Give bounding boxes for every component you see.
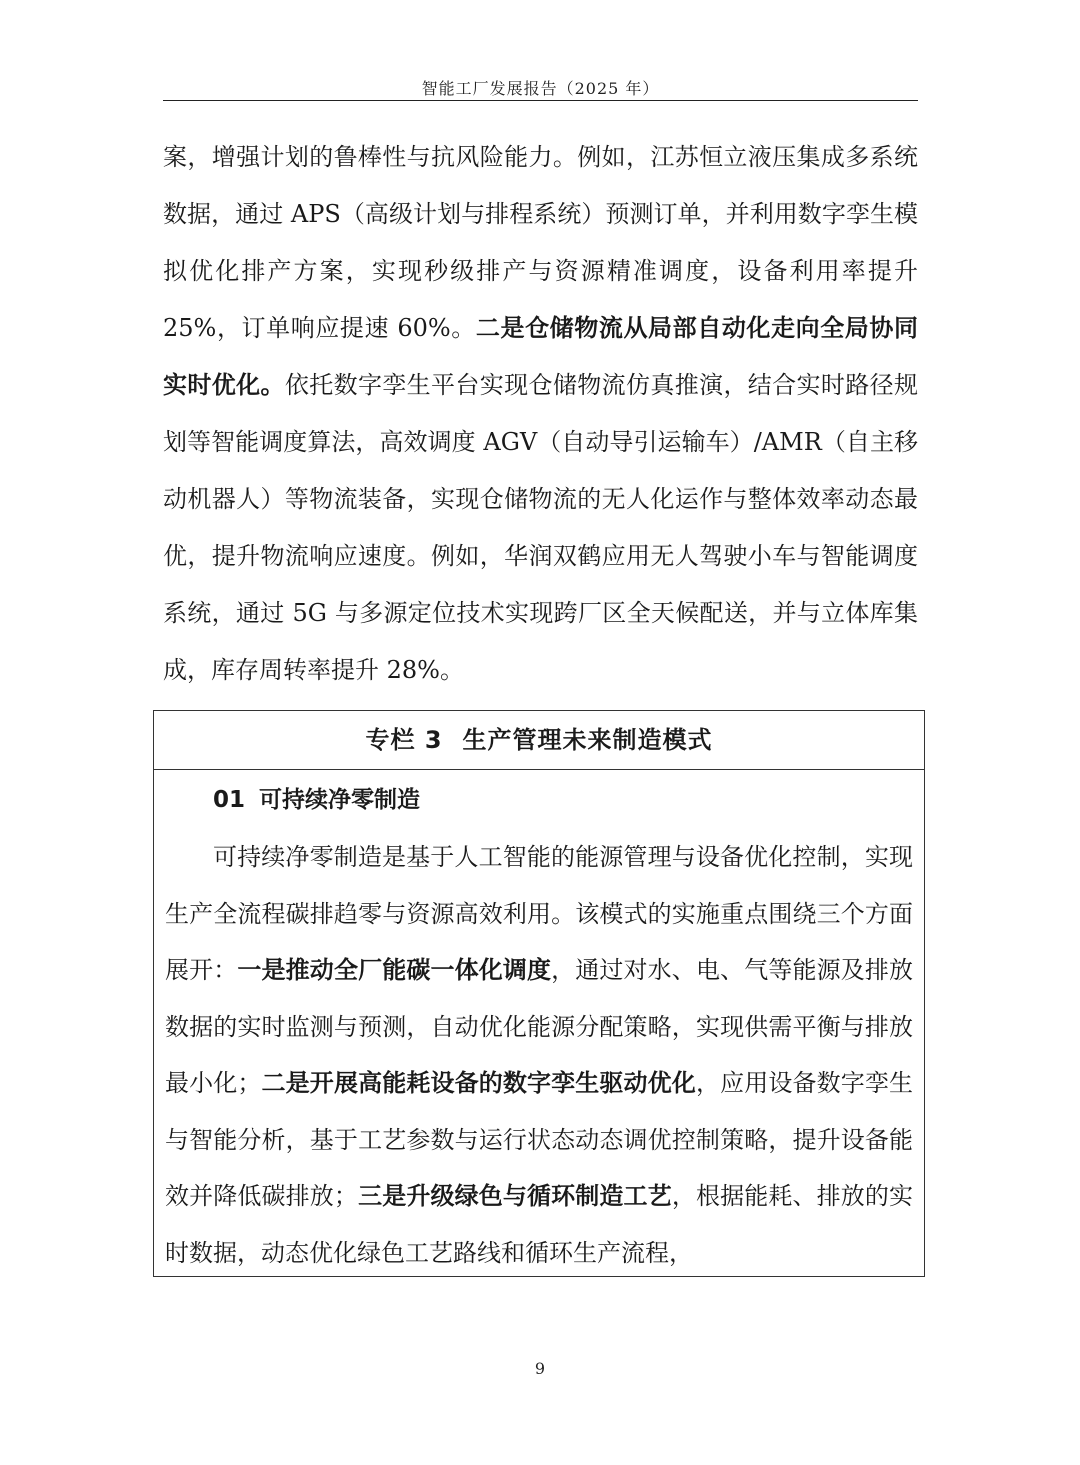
box-text-segment: ，通过对水、电、气等能源及排放数据的实时监测与预测，自动优化能源分配策略，实现供需平衡与排放最小化； — [165, 956, 914, 1097]
box-title-label: 专栏 3 — [365, 726, 443, 754]
box-subheading — [154, 784, 924, 816]
body-paragraph — [163, 129, 918, 699]
box-paragraph — [154, 829, 924, 1281]
running-header: 智能工厂发展报告（2025 年） — [421, 79, 660, 98]
page-number: 9 — [534, 1359, 546, 1378]
box-subheading-text: 可持续净零制造 — [259, 787, 421, 813]
body-text-segment: 依托数字孪生平台实现仓储物流仿真推演，结合实时路径规划等智能调度算法，高效调度 AGV（自动导引运输车）/AMR（自主移动机器人）等物流装备，实现仓储物流的无人化运作与整体效率动态最优，提升物流响应速度。例如，华润双鹤应用无人驾驶小车与智能调度系统，通过 5G 与多源定位技术实现跨厂区全天候配送，并与立体库集成，库存周转率提升 28%。 — [163, 371, 919, 684]
box-bold-segment: 一是推动全厂能碳一体化调度 — [237, 956, 552, 984]
sidebar-box — [153, 710, 925, 1277]
box-text-segment: 可持续净零制造是基于人工智能的能源管理与设备优化控制，实现生产全流程碳排趋零与资源高效利用。该模式的实施重点围绕三个方面展开： — [165, 843, 913, 984]
box-bold-segment: 三是升级绿色与循环制造工艺 — [357, 1182, 672, 1210]
box-bold-segment: 二是开展高能耗设备的数字孪生驱动优化 — [261, 1069, 696, 1097]
body-text-segment: 案，增强计划的鲁棒性与抗风险能力。例如，江苏恒立液压集成多系统数据，通过 APS（高级计划与排程系统）预测订单，并利用数字孪生模拟优化排产方案，实现秒级排产与资源精准调度，设备利用率提升 25%，订单响应提速 60%。 — [163, 143, 918, 342]
box-title-text: 生产管理未来制造模式 — [462, 726, 713, 754]
box-subheading-number: 01 — [213, 787, 246, 813]
body-bold-segment: 二是仓储物流从局部自动化走向全局协同实时优化。 — [163, 314, 918, 399]
box-text-segment: ，应用设备数字孪生与智能分析，基于工艺参数与运行状态动态调优控制策略，提升设备能效并降低碳排放； — [165, 1069, 914, 1210]
box-text-segment: ，根据能耗、排放的实时数据，动态优化绿色工艺路线和循环生产流程， — [165, 1182, 914, 1267]
box-title — [154, 711, 924, 770]
header-rule — [163, 100, 918, 101]
